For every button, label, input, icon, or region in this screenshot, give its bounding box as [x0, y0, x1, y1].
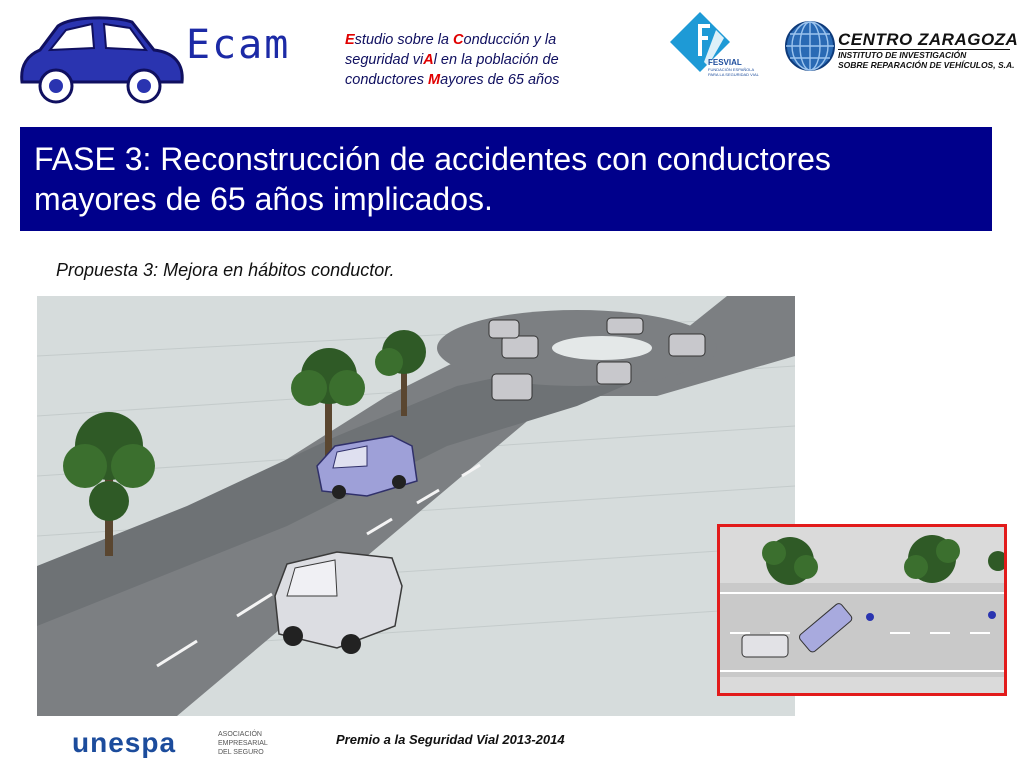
unespa-sub-1: ASOCIACIÓN — [218, 731, 262, 738]
study-line1: studio sobre la — [354, 32, 454, 48]
study-initial-c: C — [453, 32, 464, 48]
unespa-logo-text: unespa — [72, 727, 177, 758]
study-initial-m: M — [428, 72, 441, 88]
unespa-sub-2: EMPRESARIAL — [218, 740, 268, 747]
study-line2b: l en la población de — [433, 52, 559, 68]
centro-zaragoza-name: CENTRO ZARAGOZA — [838, 30, 1019, 49]
award-footer: Premio a la Seguridad Vial 2013-2014 — [336, 732, 565, 747]
study-initial-a: A — [423, 52, 434, 68]
accident-reconstruction-scene-image — [37, 296, 795, 716]
study-title — [345, 30, 645, 90]
centro-zaragoza-subtitle-2: SOBRE REPARACIÓN DE VEHÍCULOS, S.A. — [838, 60, 1015, 70]
centro-zaragoza-globe-icon — [784, 20, 836, 72]
fesvial-logo-text: FESVIAL — [708, 58, 742, 67]
phase-title-banner — [20, 127, 992, 231]
proposal-subtitle: Propuesta 3: Mejora en hábitos conductor. — [56, 260, 395, 280]
centro-zaragoza-subtitle-1: INSTITUTO DE INVESTIGACIÓN — [838, 50, 967, 60]
white-van-top-view — [742, 635, 788, 657]
study-initial-e: E — [345, 32, 355, 48]
unespa-logo — [72, 722, 282, 762]
study-line3: conductores — [345, 72, 429, 88]
ecam-logo-text: Ecam — [186, 22, 291, 68]
study-line3b: ayores de 65 años — [440, 72, 560, 88]
study-line2: seguridad vi — [345, 52, 424, 68]
unespa-sub-3: DEL SEGURO — [218, 749, 264, 756]
study-line1b: onducción y la — [463, 32, 557, 48]
phase-title-line2: mayores de 65 años implicados. — [34, 181, 493, 217]
fesvial-logo-subtitle: FUNDACIÓN ESPAÑOLA PARA LA SEGURIDAD VIAL — [708, 67, 759, 77]
phase-title-line1: FASE 3: Reconstrucción de accidentes con conductores — [34, 141, 831, 177]
fesvial-logo — [668, 10, 768, 92]
collision-top-view-image — [720, 527, 1004, 693]
collision-top-view-inset — [717, 524, 1007, 696]
